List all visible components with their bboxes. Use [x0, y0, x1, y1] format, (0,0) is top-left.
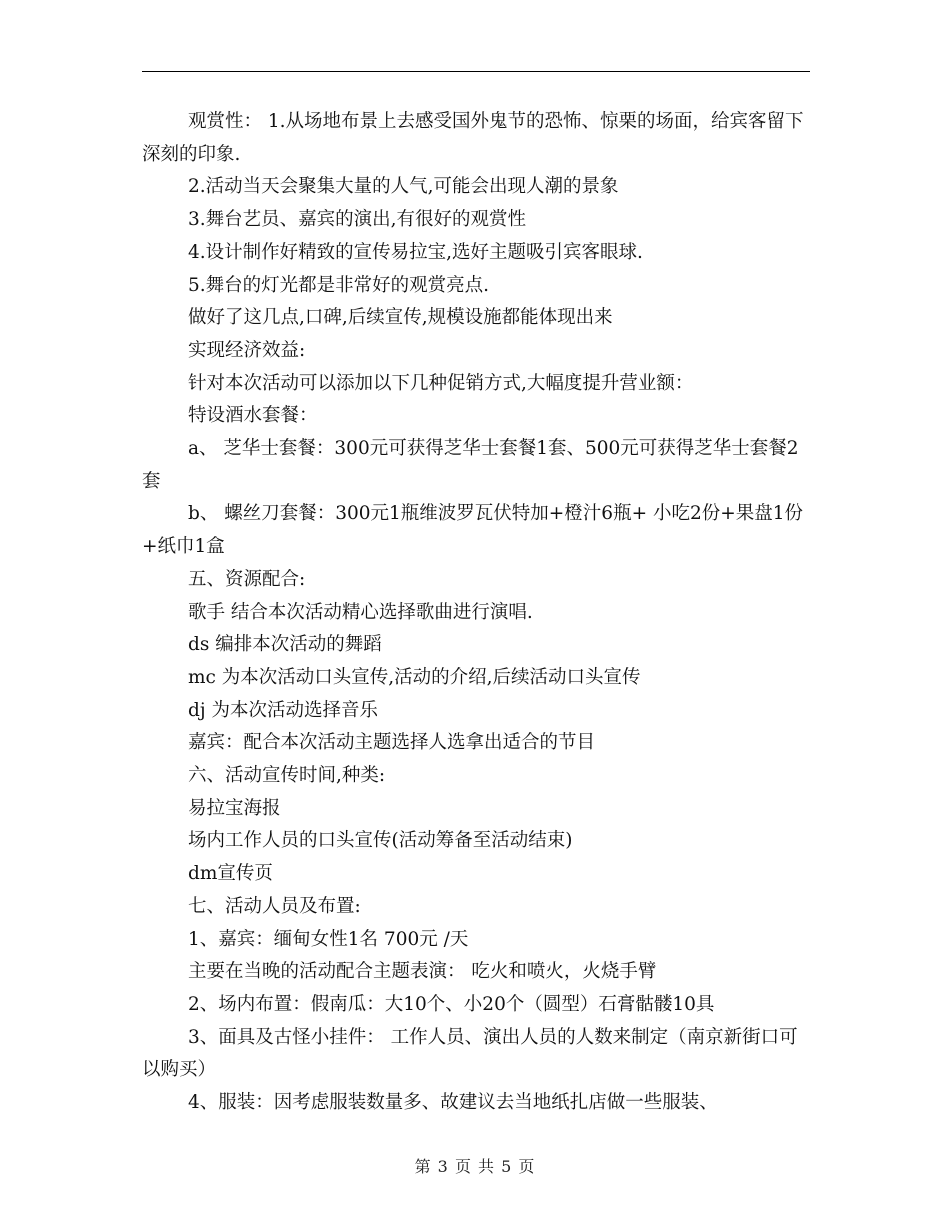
list-item: b、 螺丝刀套餐：300元1瓶维波罗瓦伏特加+橙汁6瓶+ 小吃2份+果盘1份+纸巾1盒: [142, 503, 804, 558]
section-heading: 五、资源配合:: [188, 568, 306, 590]
paragraph: 4.设计制作好精致的宣传易拉宝,选好主题吸引宾客眼球.: [188, 241, 643, 263]
header-rule: [142, 71, 810, 72]
list-item: mc 为本次活动口头宣传,活动的介绍,后续活动口头宣传: [188, 666, 641, 688]
page-number-footer: 第 3 页 共 5 页: [414, 1157, 536, 1176]
section-heading: 六、活动宣传时间,种类:: [188, 765, 386, 787]
list-item: dj 为本次活动选择音乐: [188, 699, 378, 721]
list-item: 歌手 结合本次活动精心选择歌曲进行演唱.: [188, 601, 533, 623]
list-item: 4、服装：因考虑服装数量多、故建议去当地纸扎店做一些服装、: [188, 1092, 718, 1114]
list-item: 2、场内布置：假南瓜：大10个、小20个（圆型）石膏骷髅10具: [188, 993, 715, 1015]
list-item: 嘉宾：配合本次活动主题选择人选拿出适合的节目: [188, 732, 596, 754]
list-item: ds 编排本次活动的舞蹈: [188, 634, 382, 656]
section-heading: 七、活动人员及布置:: [188, 895, 361, 917]
paragraph: 5.舞台的灯光都是非常好的观赏亮点.: [188, 274, 490, 296]
paragraph: 针对本次活动可以添加以下几种促销方式,大幅度提升营业额：: [188, 372, 694, 394]
paragraph: 观赏性： 1.从场地布景上去感受国外鬼节的恐怖、惊栗的场面，给宾客留下深刻的印象.: [142, 111, 804, 165]
paragraph: 3.舞台艺员、嘉宾的演出,有很好的观赏性: [188, 209, 527, 231]
list-item: 易拉宝海报: [188, 797, 281, 819]
paragraph: 主要在当晚的活动配合主题表演： 吃火和喷火，火烧手臂: [188, 961, 657, 983]
list-item: a、 芝华士套餐：300元可获得芝华士套餐1套、500元可获得芝华士套餐2套: [142, 438, 799, 492]
document-body: [142, 106, 810, 1120]
list-item: 场内工作人员的口头宣传(活动筹备至活动结束): [188, 830, 573, 852]
list-item: 3、面具及古怪小挂件： 工作人员、演出人员的人数来制定（南京新街口可以购买）: [142, 1026, 798, 1081]
paragraph: 做好了这几点,口碑,后续宣传,规模设施都能体现出来: [188, 307, 613, 329]
list-item: dm宣传页: [188, 863, 273, 885]
section-label: 实现经济效益:: [188, 339, 306, 361]
paragraph: 2.活动当天会聚集大量的人气,可能会出现人潮的景象: [188, 176, 619, 198]
section-label: 特设酒水套餐：: [188, 405, 318, 427]
list-item: 1、嘉宾：缅甸女性1名 700元 /天: [188, 928, 469, 950]
